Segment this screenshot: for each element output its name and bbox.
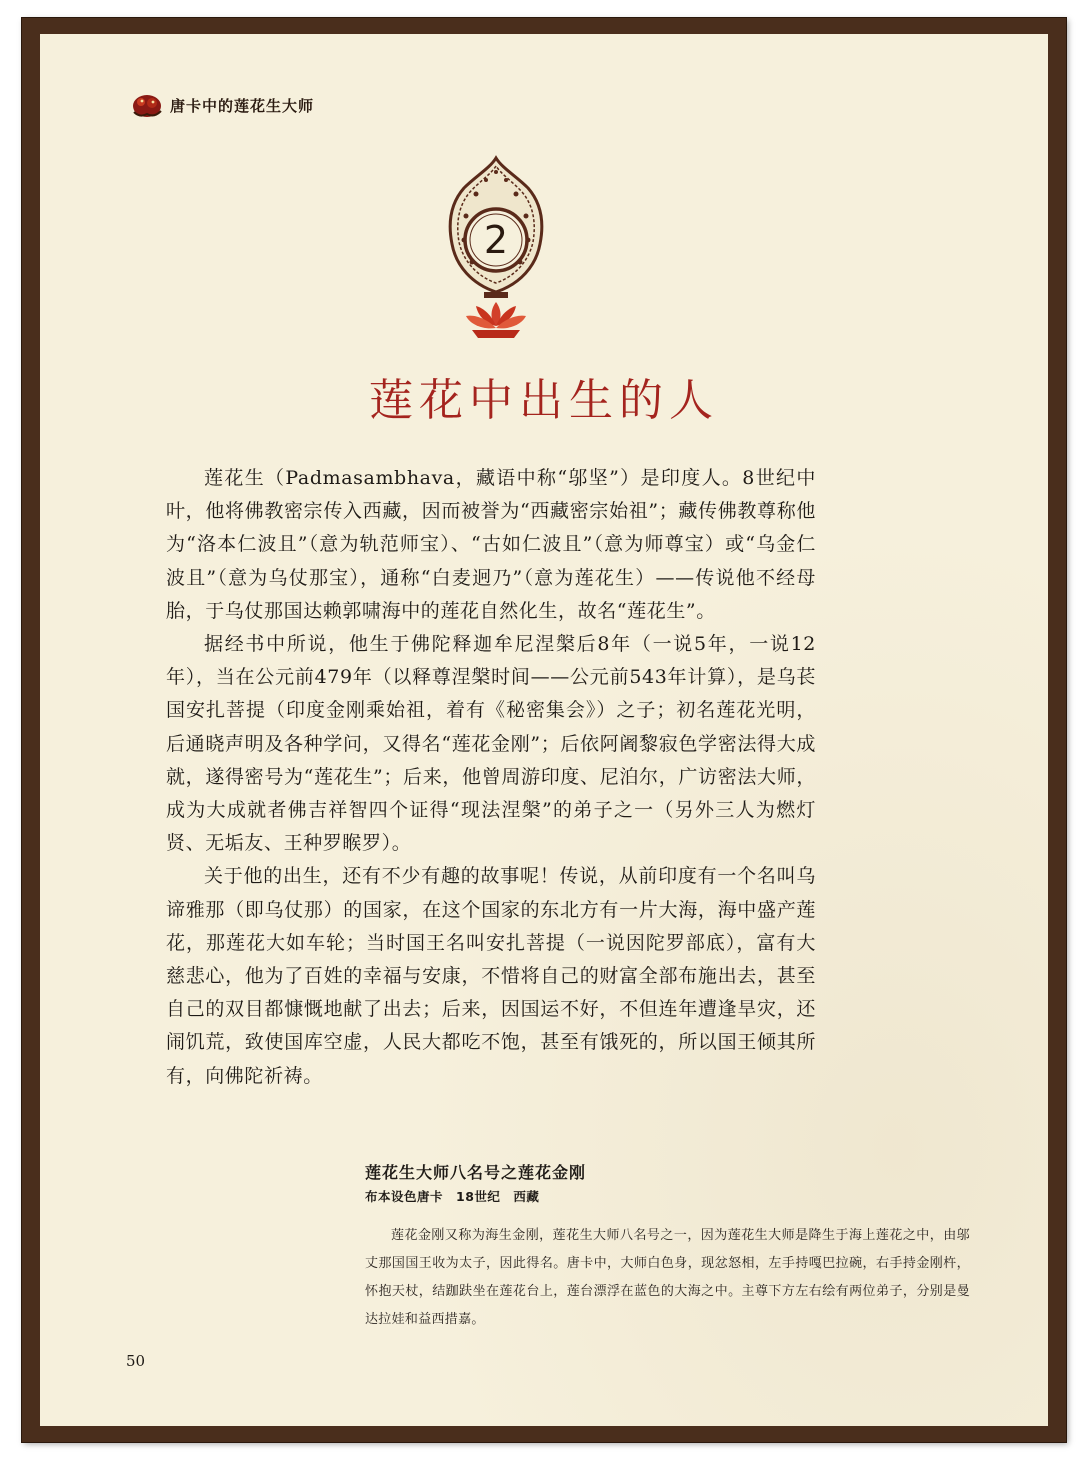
figure-caption xyxy=(365,1160,586,1205)
page-number: 50 xyxy=(126,1352,146,1370)
body-text xyxy=(166,462,816,1093)
running-header xyxy=(130,90,314,120)
body-paragraph-2: 据经书中所说，他生于佛陀释迦牟尼涅槃后8年（一说5年，一说12年），当在公元前479年（以释尊涅槃时间——公元前543年计算），是乌苌国安扎菩提（印度金刚乘始祖，着有《秘密集会》）之子；初名莲花光明，后通晓声明及各种学问，又得名“莲花金刚”；后依阿阇黎寂色学密法得大成就，遂得密号为“莲花生”；后来，他曾周游印度、尼泊尔，广访密法大师，成为大成就者佛吉祥智四个证得“现法涅槃”的弟子之一（另外三人为燃灯贤、无垢友、王种罗睺罗）。 xyxy=(166,633,816,855)
body-paragraph-3: 关于他的出生，还有不少有趣的故事呢！传说，从前印度有一个名叫乌谛雅那（即乌仗那）的国家，在这个国家的东北方有一片大海，海中盛产莲花，那莲花大如车轮；当时国王名叫安扎菩提（一说因陀罗部底），富有大慈悲心，他为了百姓的幸福与安康，不惜将自己的财富全部布施出去，甚至自己的双目都慷慨地献了出去；后来，因国运不好，不但连年遭逢旱灾，还闹饥荒，致使国库空虚，人民大都吃不饱，甚至有饿死的，所以国王倾其所有，向佛陀祈祷。 xyxy=(166,865,816,1087)
red-lion-emblem-icon xyxy=(130,90,164,120)
caption-subtitle: 布本设色唐卡 18世纪 西藏 xyxy=(365,1189,540,1204)
book-page xyxy=(40,34,1048,1426)
section-label: 唐卡中的莲花生大师 xyxy=(170,96,315,115)
body-paragraph-1: 莲花生（Padmasambhava，藏语中称“邬坚”）是印度人。8世纪中叶，他将佛教密宗传入西藏，因而被誉为“西藏密宗始祖”；藏传佛教尊称他为“洛本仁波且”（意为轨范师宝）、“古如仁波且”（意为师尊宝）或“乌金仁波且”（意为乌仗那宝），通称“白麦迥乃”（意为莲花生）——传说他不经母胎，于乌仗那国达赖郭啸海中的莲花自然化生，故名“莲花生”。 xyxy=(166,467,816,622)
caption-description: 莲花金刚又称为海生金刚，莲花生大师八名号之一，因为莲花生大师是降生于海上莲花之中，由邬丈那国国王收为太子，因此得名。唐卡中，大师白色身，现忿怒相，左手持嘎巴拉碗，右手持金刚杵，怀抱天杖，结跏趺坐在莲花台上，莲台漂浮在蓝色的大海之中。主尊下方左右绘有两位弟子，分别是曼达拉娃和益西措嘉。 xyxy=(365,1228,970,1327)
red-lotus-icon xyxy=(466,302,526,338)
chapter-title: 莲花中出生的人 xyxy=(369,375,719,426)
caption-title: 莲花生大师八名号之莲花金刚 xyxy=(365,1163,587,1182)
chapter-number: 2 xyxy=(483,218,509,262)
